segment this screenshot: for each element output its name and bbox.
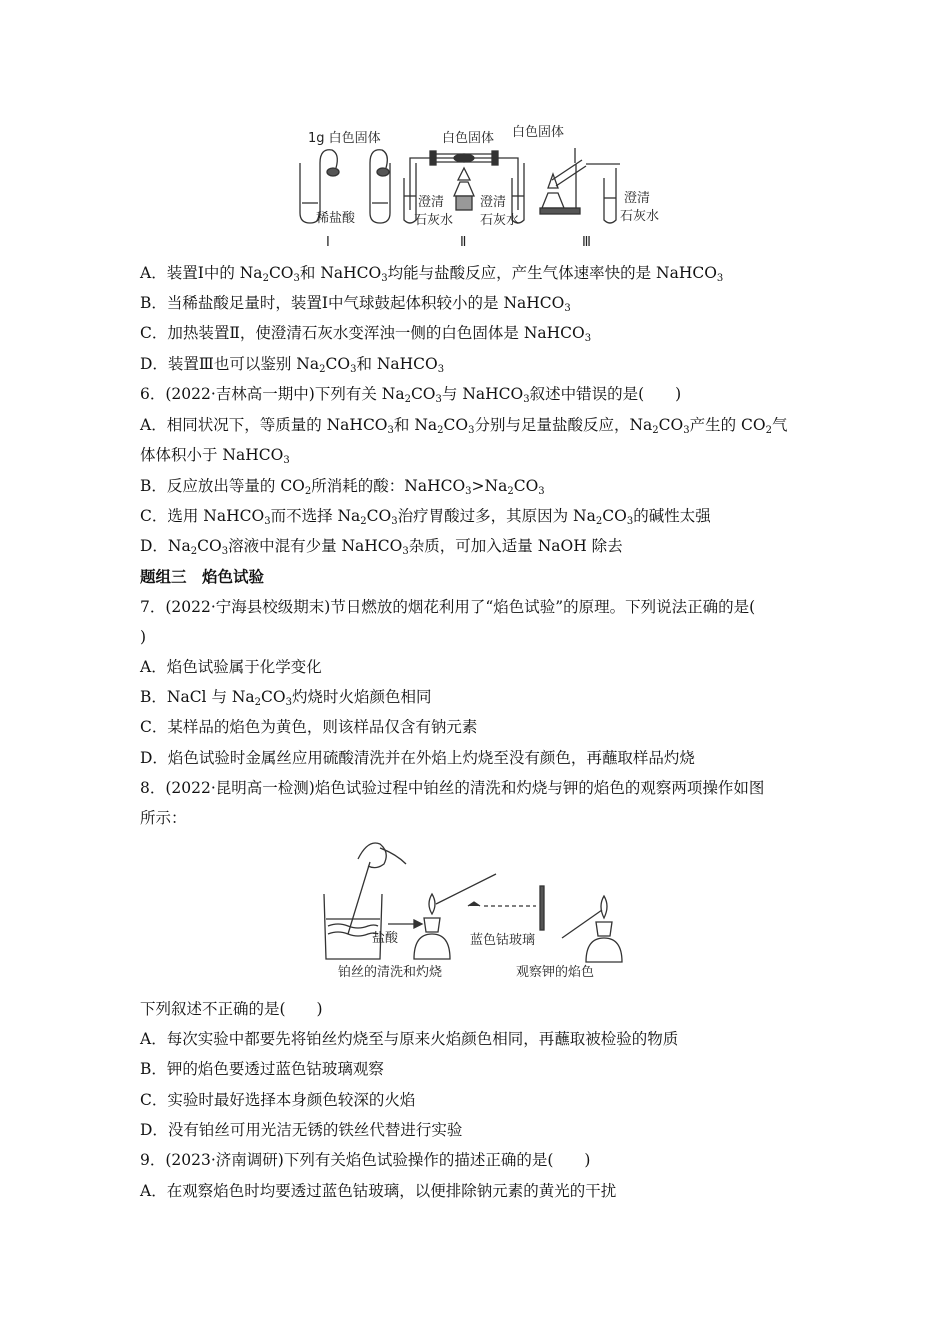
group3-heading: 题组三 焰色试验	[140, 567, 265, 586]
q6-option-d: D．$Na_2CO_3$溶液中混有少量 NaHCO$_3$杂质，可加入适量 NaOH 除去	[140, 537, 623, 557]
q8-option-b: B．钾的焰色要透过蓝色钴玻璃观察	[140, 1060, 384, 1078]
fig1-acid-label: 稀盐酸	[316, 211, 356, 226]
flame-icon	[429, 894, 435, 914]
fig1-roman-3: Ⅲ	[582, 235, 591, 250]
hand-icon	[358, 843, 386, 868]
q7-option-a: A．焰色试验属于化学变化	[140, 658, 322, 676]
q7-stem-cont: )	[140, 628, 147, 646]
alcohol-lamp-icon	[414, 934, 450, 959]
fig2-caption-1: 铂丝的清洗和灼烧	[338, 965, 443, 980]
q5-option-d: D．装置Ⅲ也可以鉴别 $Na_2CO_3$和 NaHCO$_3$	[140, 355, 445, 375]
fig2-caption-2: 观察钾的焰色	[516, 965, 595, 980]
fig1-label-1: 1g 白色固体	[308, 131, 381, 146]
fig1-roman-2: Ⅱ	[460, 235, 467, 250]
q7-option-c: C．某样品的焰色为黄色，则该样品仅含有钠元素	[140, 718, 478, 736]
beaker-icon	[324, 894, 382, 959]
fig1-lime-3b: 石灰水	[620, 209, 660, 224]
fig1-lime-1b: 石灰水	[414, 213, 454, 228]
q8-option-c: C．实验时最好选择本身颜色较深的火焰	[140, 1091, 416, 1109]
fig1-lime-2a: 澄清	[480, 195, 507, 210]
q6-option-b: B．反应放出等量的 $CO_2$所消耗的酸：$NaHCO_3>Na_2CO_3$	[140, 477, 545, 497]
q5-option-c: C．加热装置Ⅱ，使澄清石灰水变浑浊一侧的白色固体是 NaHCO$_3$	[140, 324, 592, 344]
fig1-roman-1: Ⅰ	[326, 235, 330, 250]
q5-option-b: B．当稀盐酸足量时，装置Ⅰ中气球鼓起体积较小的是 NaHCO$_3$	[140, 294, 571, 314]
q6-option-a-cont: 体体积小于 NaHCO$_3$	[140, 446, 290, 466]
q8-option-a: A．每次实验中都要先将铂丝灼烧至与原来火焰颜色相同，再蘸取被检验的物质	[140, 1030, 679, 1048]
q7-option-d: D．焰色试验时金属丝应用硫酸清洗并在外焰上灼烧至没有颜色，再蘸取样品灼烧	[140, 749, 695, 767]
fig1-lime-3a: 澄清	[624, 191, 651, 206]
q8-ask: 下列叙述不正确的是( )	[140, 1000, 323, 1018]
q8-stem-cont: 所示：	[140, 809, 187, 827]
q8-stem: 8．(2022·昆明高一检测)焰色试验过程中铂丝的清洗和灼烧与钾的焰色的观察两项操作如图	[140, 779, 765, 797]
fig1-lime-1a: 澄清	[418, 195, 445, 210]
flame-test-figure	[318, 834, 638, 984]
q6-stem: 6．(2022·吉林高一期中)下列有关 $Na_2CO_3$与 NaHCO$_3$叙述中错误的是( )	[140, 385, 682, 405]
fig2-glass-label: 蓝色钴玻璃	[470, 933, 536, 948]
q7-stem: 7．(2022·宁海县校级期末)节日燃放的烟花利用了“焰色试验”的原理。下列说法正确的是(	[140, 598, 756, 616]
q6-option-c: C．选用 NaHCO$_3$而不选择 $Na_2CO_3$治疗胃酸过多，其原因为 $Na_2CO_3$的碱性太强	[140, 507, 711, 527]
fig1-label-3: 白色固体	[512, 125, 565, 140]
apparatus-figure	[290, 118, 670, 253]
fig2-acid-label: 盐酸	[372, 931, 399, 946]
eye-icon	[468, 902, 480, 906]
cobalt-glass-icon	[540, 886, 544, 930]
q5-option-a: A．装置Ⅰ中的 $Na_2CO_3$和 NaHCO$_3$均能与盐酸反应，产生气体速率快的是 NaHCO$_3$	[140, 264, 724, 284]
q6-option-a: A．相同状况下，等质量的 NaHCO$_3$和 $Na_2CO_3$分别与足量盐酸反应，$Na_2CO_3$产生的 $CO_2$气	[140, 416, 788, 436]
q9-stem: 9．(2023·济南调研)下列有关焰色试验操作的描述正确的是( )	[140, 1151, 591, 1169]
q7-option-b: B．NaCl 与 $Na_2CO_3$灼烧时火焰颜色相同	[140, 688, 432, 708]
fig1-label-2: 白色固体	[442, 131, 495, 146]
q8-option-d: D．没有铂丝可用光洁无锈的铁丝代替进行实验	[140, 1121, 463, 1139]
q9-option-a: A．在观察焰色时均要透过蓝色钴玻璃，以便排除钠元素的黄光的干扰	[140, 1182, 617, 1200]
fig1-lime-2b: 石灰水	[480, 213, 520, 228]
